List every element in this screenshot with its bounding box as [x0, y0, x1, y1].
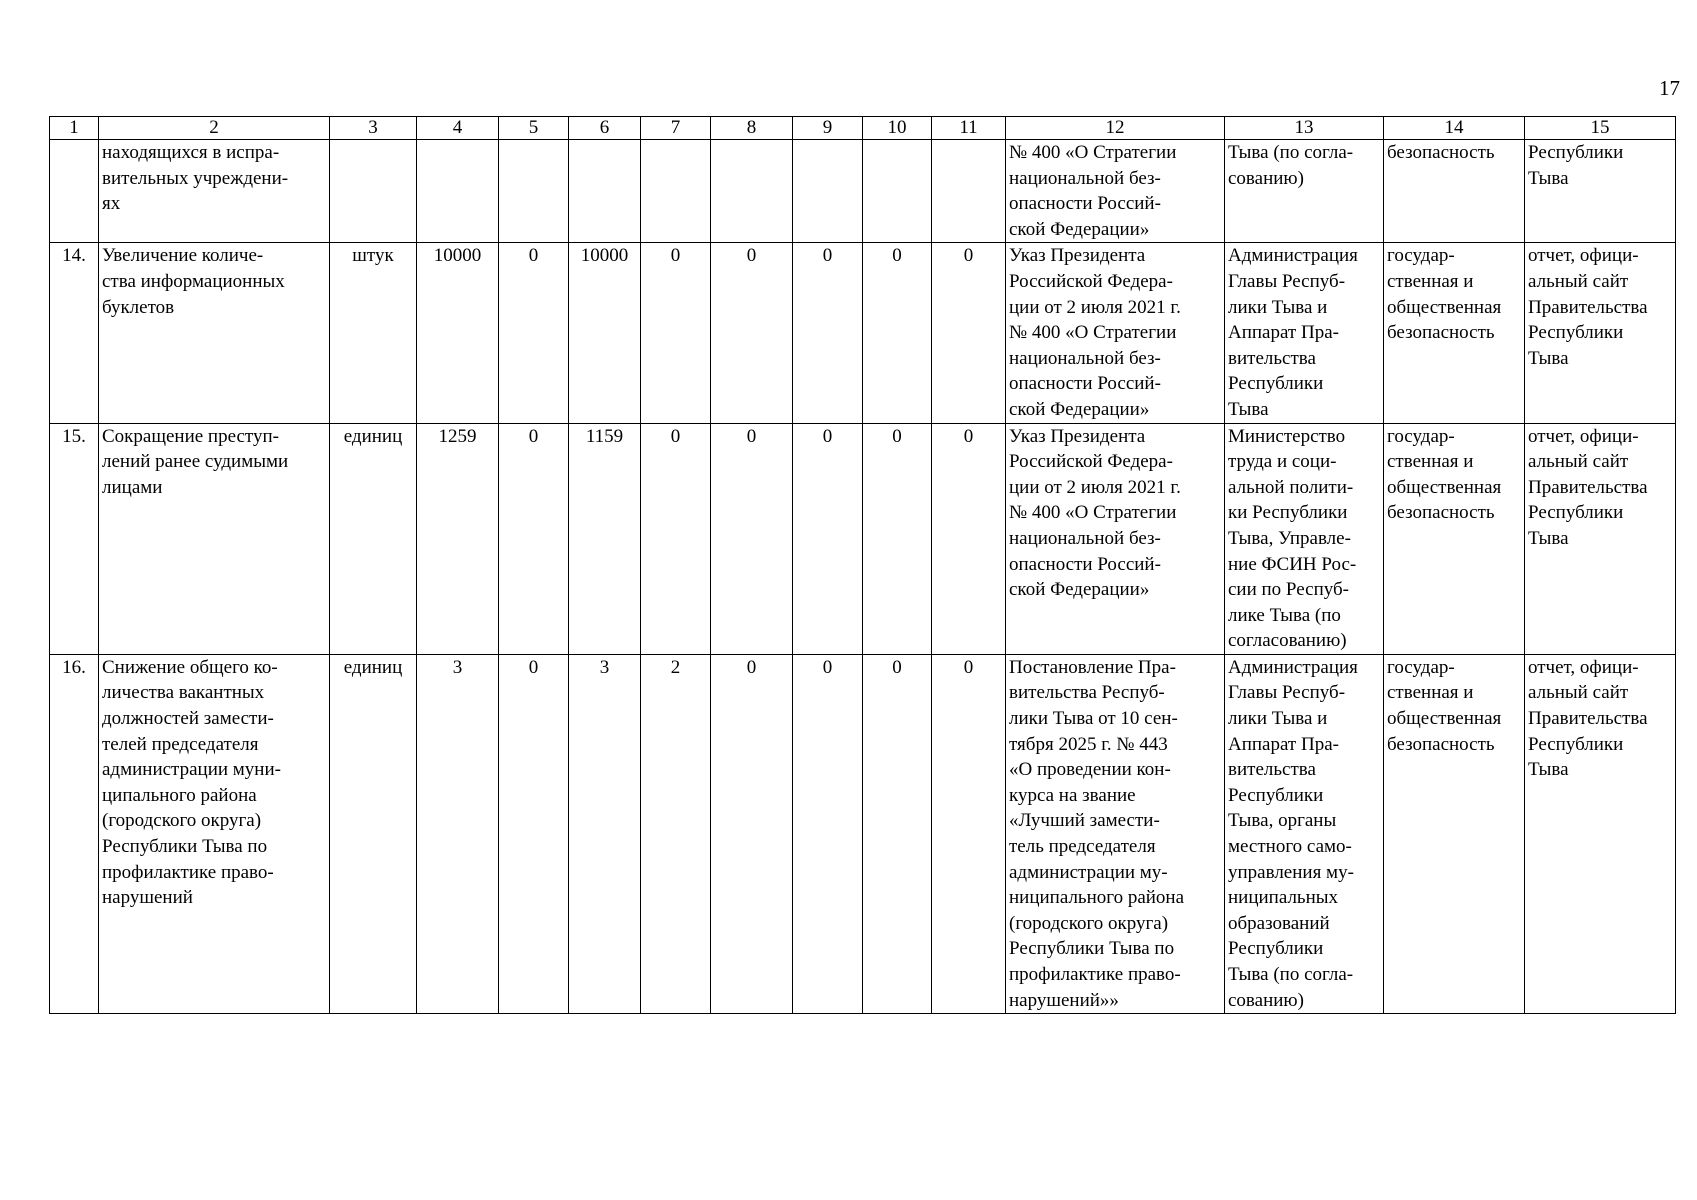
source-cell [1525, 654, 1676, 1013]
source-line: Республики [1528, 502, 1624, 524]
basis-line: (городского округа) [1009, 912, 1169, 934]
responsible-line: лики Тыва и [1228, 708, 1328, 730]
responsible-line: Аппарат Пра- [1228, 733, 1339, 755]
name-line: лений ранее судимыми [102, 451, 289, 473]
value-cell-v10: 0 [863, 654, 932, 1013]
direction-line: общественная [1387, 296, 1502, 318]
basis-line: лики Тыва от 10 сен- [1009, 708, 1178, 730]
value-cell-v4: 3 [417, 654, 499, 1013]
unit-cell: штук [330, 243, 417, 423]
direction-line: государ- [1387, 656, 1455, 678]
basis-line: ской Федерации» [1009, 218, 1150, 240]
value-cell-v5: 0 [499, 423, 569, 654]
name-line: Снижение общего ко- [102, 656, 278, 678]
value-cell-v8 [711, 140, 793, 243]
basis-line: № 400 «О Стратегии [1009, 142, 1177, 163]
name-line: (городского округа) [102, 810, 262, 832]
name-line: администрации муни- [102, 759, 281, 781]
source-line: отчет, офици- [1528, 425, 1639, 447]
value-cell-v6 [569, 140, 641, 243]
value-cell-v10 [863, 140, 932, 243]
basis-cell [1006, 243, 1225, 423]
value-cell-v4: 10000 [417, 243, 499, 423]
responsible-cell [1225, 423, 1384, 654]
basis-cell [1006, 423, 1225, 654]
source-line: Республики [1528, 733, 1624, 755]
responsible-line: труда и соци- [1228, 451, 1337, 473]
responsible-line: Республики [1228, 373, 1324, 395]
row-number: 16. [50, 654, 99, 1013]
value-cell-v10: 0 [863, 423, 932, 654]
column-number: 11 [932, 117, 1006, 140]
table-row [50, 423, 1676, 654]
basis-cell [1006, 140, 1225, 243]
row-number: 15. [50, 423, 99, 654]
value-cell-v10: 0 [863, 243, 932, 423]
value-cell-v9: 0 [793, 423, 863, 654]
responsible-line: Аппарат Пра- [1228, 322, 1339, 344]
basis-line: нарушений»» [1009, 989, 1119, 1011]
basis-line: администрации му- [1009, 861, 1168, 883]
basis-line: опасности Россий- [1009, 373, 1161, 395]
basis-line: вительства Респуб- [1009, 682, 1165, 704]
direction-line: ственная и [1387, 451, 1474, 473]
value-cell-v7 [641, 140, 711, 243]
responsible-line: местного само- [1228, 836, 1352, 858]
basis-line: Республики Тыва по [1009, 938, 1175, 960]
responsible-line: ние ФСИН Рос- [1228, 553, 1357, 575]
responsible-line: согласованию) [1228, 630, 1347, 652]
unit-cell: единиц [330, 654, 417, 1013]
column-number: 8 [711, 117, 793, 140]
responsible-line: Тыва (по согла- [1228, 964, 1354, 985]
unit-cell: единиц [330, 423, 417, 654]
basis-line: профилактике право- [1009, 964, 1181, 985]
responsible-line: Республики [1228, 938, 1324, 960]
value-cell-v9 [793, 140, 863, 243]
basis-line: тель председателя [1009, 836, 1156, 858]
page-number: 17 [1659, 76, 1680, 100]
responsible-line: Тыва, органы [1228, 810, 1337, 832]
column-number: 7 [641, 117, 711, 140]
name-line: ства информационных [102, 270, 285, 292]
direction-line: ственная и [1387, 682, 1474, 704]
name-line: буклетов [102, 296, 175, 318]
column-number: 10 [863, 117, 932, 140]
table-row [50, 140, 1676, 243]
name-line: Республики Тыва по [102, 836, 268, 858]
basis-line: опасности Россий- [1009, 193, 1161, 215]
value-cell-v4 [417, 140, 499, 243]
responsible-line: Администрация [1228, 245, 1358, 267]
responsible-line: Главы Респуб- [1228, 682, 1346, 704]
value-cell-v11: 0 [932, 243, 1006, 423]
source-line: Правительства [1528, 708, 1648, 730]
name-line: лицами [102, 476, 163, 498]
name-line: должностей замести- [102, 708, 274, 730]
basis-line: ции от 2 июля 2021 г. [1009, 476, 1181, 498]
table-row [50, 654, 1676, 1013]
source-line: Республики [1528, 142, 1624, 163]
direction-cell [1384, 140, 1525, 243]
column-number: 3 [330, 117, 417, 140]
responsible-cell [1225, 243, 1384, 423]
indicator-name [99, 654, 330, 1013]
direction-line: государ- [1387, 245, 1455, 267]
value-cell-v7: 0 [641, 423, 711, 654]
name-line: телей председателя [102, 733, 259, 755]
direction-line: общественная [1387, 708, 1502, 730]
value-cell-v8: 0 [711, 423, 793, 654]
source-line: Тыва [1528, 347, 1569, 369]
name-line: Увеличение количе- [102, 245, 264, 267]
basis-line: ции от 2 июля 2021 г. [1009, 296, 1181, 318]
basis-line: опасности Россий- [1009, 553, 1161, 575]
name-line: нарушений [102, 887, 193, 909]
unit-cell [330, 140, 417, 243]
responsible-line: вительства [1228, 347, 1316, 369]
responsible-line: сованию) [1228, 989, 1304, 1011]
source-line: Республики [1528, 322, 1624, 344]
basis-line: Указ Президента [1009, 245, 1146, 267]
value-cell-v7: 0 [641, 243, 711, 423]
direction-line: безопасность [1387, 322, 1495, 344]
responsible-line: сованию) [1228, 167, 1304, 189]
responsible-line: Тыва, Управле- [1228, 527, 1351, 549]
basis-line: Российской Федера- [1009, 270, 1173, 292]
value-cell-v6: 3 [569, 654, 641, 1013]
column-number: 15 [1525, 117, 1676, 140]
column-number: 5 [499, 117, 569, 140]
source-line: Тыва [1528, 759, 1569, 781]
direction-line: безопасность [1387, 733, 1495, 755]
responsible-line: Главы Респуб- [1228, 270, 1346, 292]
source-cell [1525, 140, 1676, 243]
row-number: 14. [50, 243, 99, 423]
basis-line: Указ Президента [1009, 425, 1146, 447]
column-number: 13 [1225, 117, 1384, 140]
source-cell [1525, 243, 1676, 423]
responsible-line: Тыва [1228, 398, 1269, 420]
direction-cell [1384, 243, 1525, 423]
value-cell-v11: 0 [932, 423, 1006, 654]
responsible-line: образований [1228, 912, 1330, 934]
direction-line: безопасность [1387, 502, 1495, 524]
column-number: 1 [50, 117, 99, 140]
table-body [50, 140, 1676, 1014]
column-number: 9 [793, 117, 863, 140]
indicator-name [99, 140, 330, 243]
column-number: 2 [99, 117, 330, 140]
name-line: вительных учреждени- [102, 167, 289, 189]
value-cell-v5: 0 [499, 243, 569, 423]
direction-line: государ- [1387, 425, 1455, 447]
responsible-line: сии по Респуб- [1228, 579, 1350, 601]
value-cell-v6: 1159 [569, 423, 641, 654]
basis-line: ской Федерации» [1009, 398, 1150, 420]
responsible-line: вительства [1228, 759, 1316, 781]
basis-line: национальной без- [1009, 167, 1161, 189]
basis-line: Российской Федера- [1009, 451, 1173, 473]
value-cell-v7: 2 [641, 654, 711, 1013]
value-cell-v5: 0 [499, 654, 569, 1013]
basis-line: № 400 «О Стратегии [1009, 322, 1177, 344]
indicators-table [49, 116, 1676, 1014]
source-line: Правительства [1528, 476, 1648, 498]
basis-line: национальной без- [1009, 347, 1161, 369]
basis-line: национальной без- [1009, 527, 1161, 549]
source-line: альный сайт [1528, 451, 1629, 473]
value-cell-v8: 0 [711, 654, 793, 1013]
value-cell-v5 [499, 140, 569, 243]
column-number: 12 [1006, 117, 1225, 140]
source-line: альный сайт [1528, 682, 1629, 704]
basis-line: Постановление Пра- [1009, 656, 1176, 678]
source-line: отчет, офици- [1528, 245, 1639, 267]
responsible-line: Тыва (по согла- [1228, 142, 1354, 163]
name-line: ях [102, 193, 121, 215]
basis-line: курса на звание [1009, 784, 1136, 806]
column-number-row [50, 117, 1676, 140]
value-cell-v9: 0 [793, 654, 863, 1013]
direction-line: ственная и [1387, 270, 1474, 292]
source-line: альный сайт [1528, 270, 1629, 292]
basis-line: № 400 «О Стратегии [1009, 502, 1177, 524]
value-cell-v9: 0 [793, 243, 863, 423]
responsible-line: Министерство [1228, 425, 1346, 447]
responsible-line: альной полити- [1228, 476, 1354, 498]
name-line: личества вакантных [102, 682, 265, 704]
basis-line: ниципального района [1009, 887, 1185, 909]
value-cell-v11 [932, 140, 1006, 243]
direction-line: общественная [1387, 476, 1502, 498]
source-line: Правительства [1528, 296, 1648, 318]
column-number: 4 [417, 117, 499, 140]
basis-cell [1006, 654, 1225, 1013]
basis-line: ской Федерации» [1009, 579, 1150, 601]
basis-line: «Лучший замести- [1009, 810, 1160, 832]
responsible-line: Администрация [1228, 656, 1358, 678]
name-line: ципального района [102, 784, 257, 806]
indicator-name [99, 243, 330, 423]
direction-line: безопасность [1387, 142, 1495, 163]
basis-line: тября 2025 г. № 443 [1009, 733, 1168, 755]
basis-line: «О проведении кон- [1009, 759, 1171, 781]
table-row [50, 243, 1676, 423]
column-number: 6 [569, 117, 641, 140]
source-line: Тыва [1528, 527, 1569, 549]
name-line: профилактике право- [102, 861, 274, 883]
responsible-cell [1225, 140, 1384, 243]
value-cell-v8: 0 [711, 243, 793, 423]
responsible-line: ниципальных [1228, 887, 1339, 909]
responsible-line: управления му- [1228, 861, 1354, 883]
responsible-cell [1225, 654, 1384, 1013]
value-cell-v11: 0 [932, 654, 1006, 1013]
value-cell-v6: 10000 [569, 243, 641, 423]
direction-cell [1384, 423, 1525, 654]
responsible-line: ки Республики [1228, 502, 1348, 524]
responsible-line: лике Тыва (по [1228, 604, 1341, 626]
value-cell-v4: 1259 [417, 423, 499, 654]
responsible-line: Республики [1228, 784, 1324, 806]
name-line: Сокращение преступ- [102, 425, 279, 447]
row-number [50, 140, 99, 243]
column-number: 14 [1384, 117, 1525, 140]
responsible-line: лики Тыва и [1228, 296, 1328, 318]
name-line: находящихся в испра- [102, 142, 280, 163]
indicator-name [99, 423, 330, 654]
source-line: отчет, офици- [1528, 656, 1639, 678]
source-line: Тыва [1528, 167, 1569, 189]
direction-cell [1384, 654, 1525, 1013]
source-cell [1525, 423, 1676, 654]
